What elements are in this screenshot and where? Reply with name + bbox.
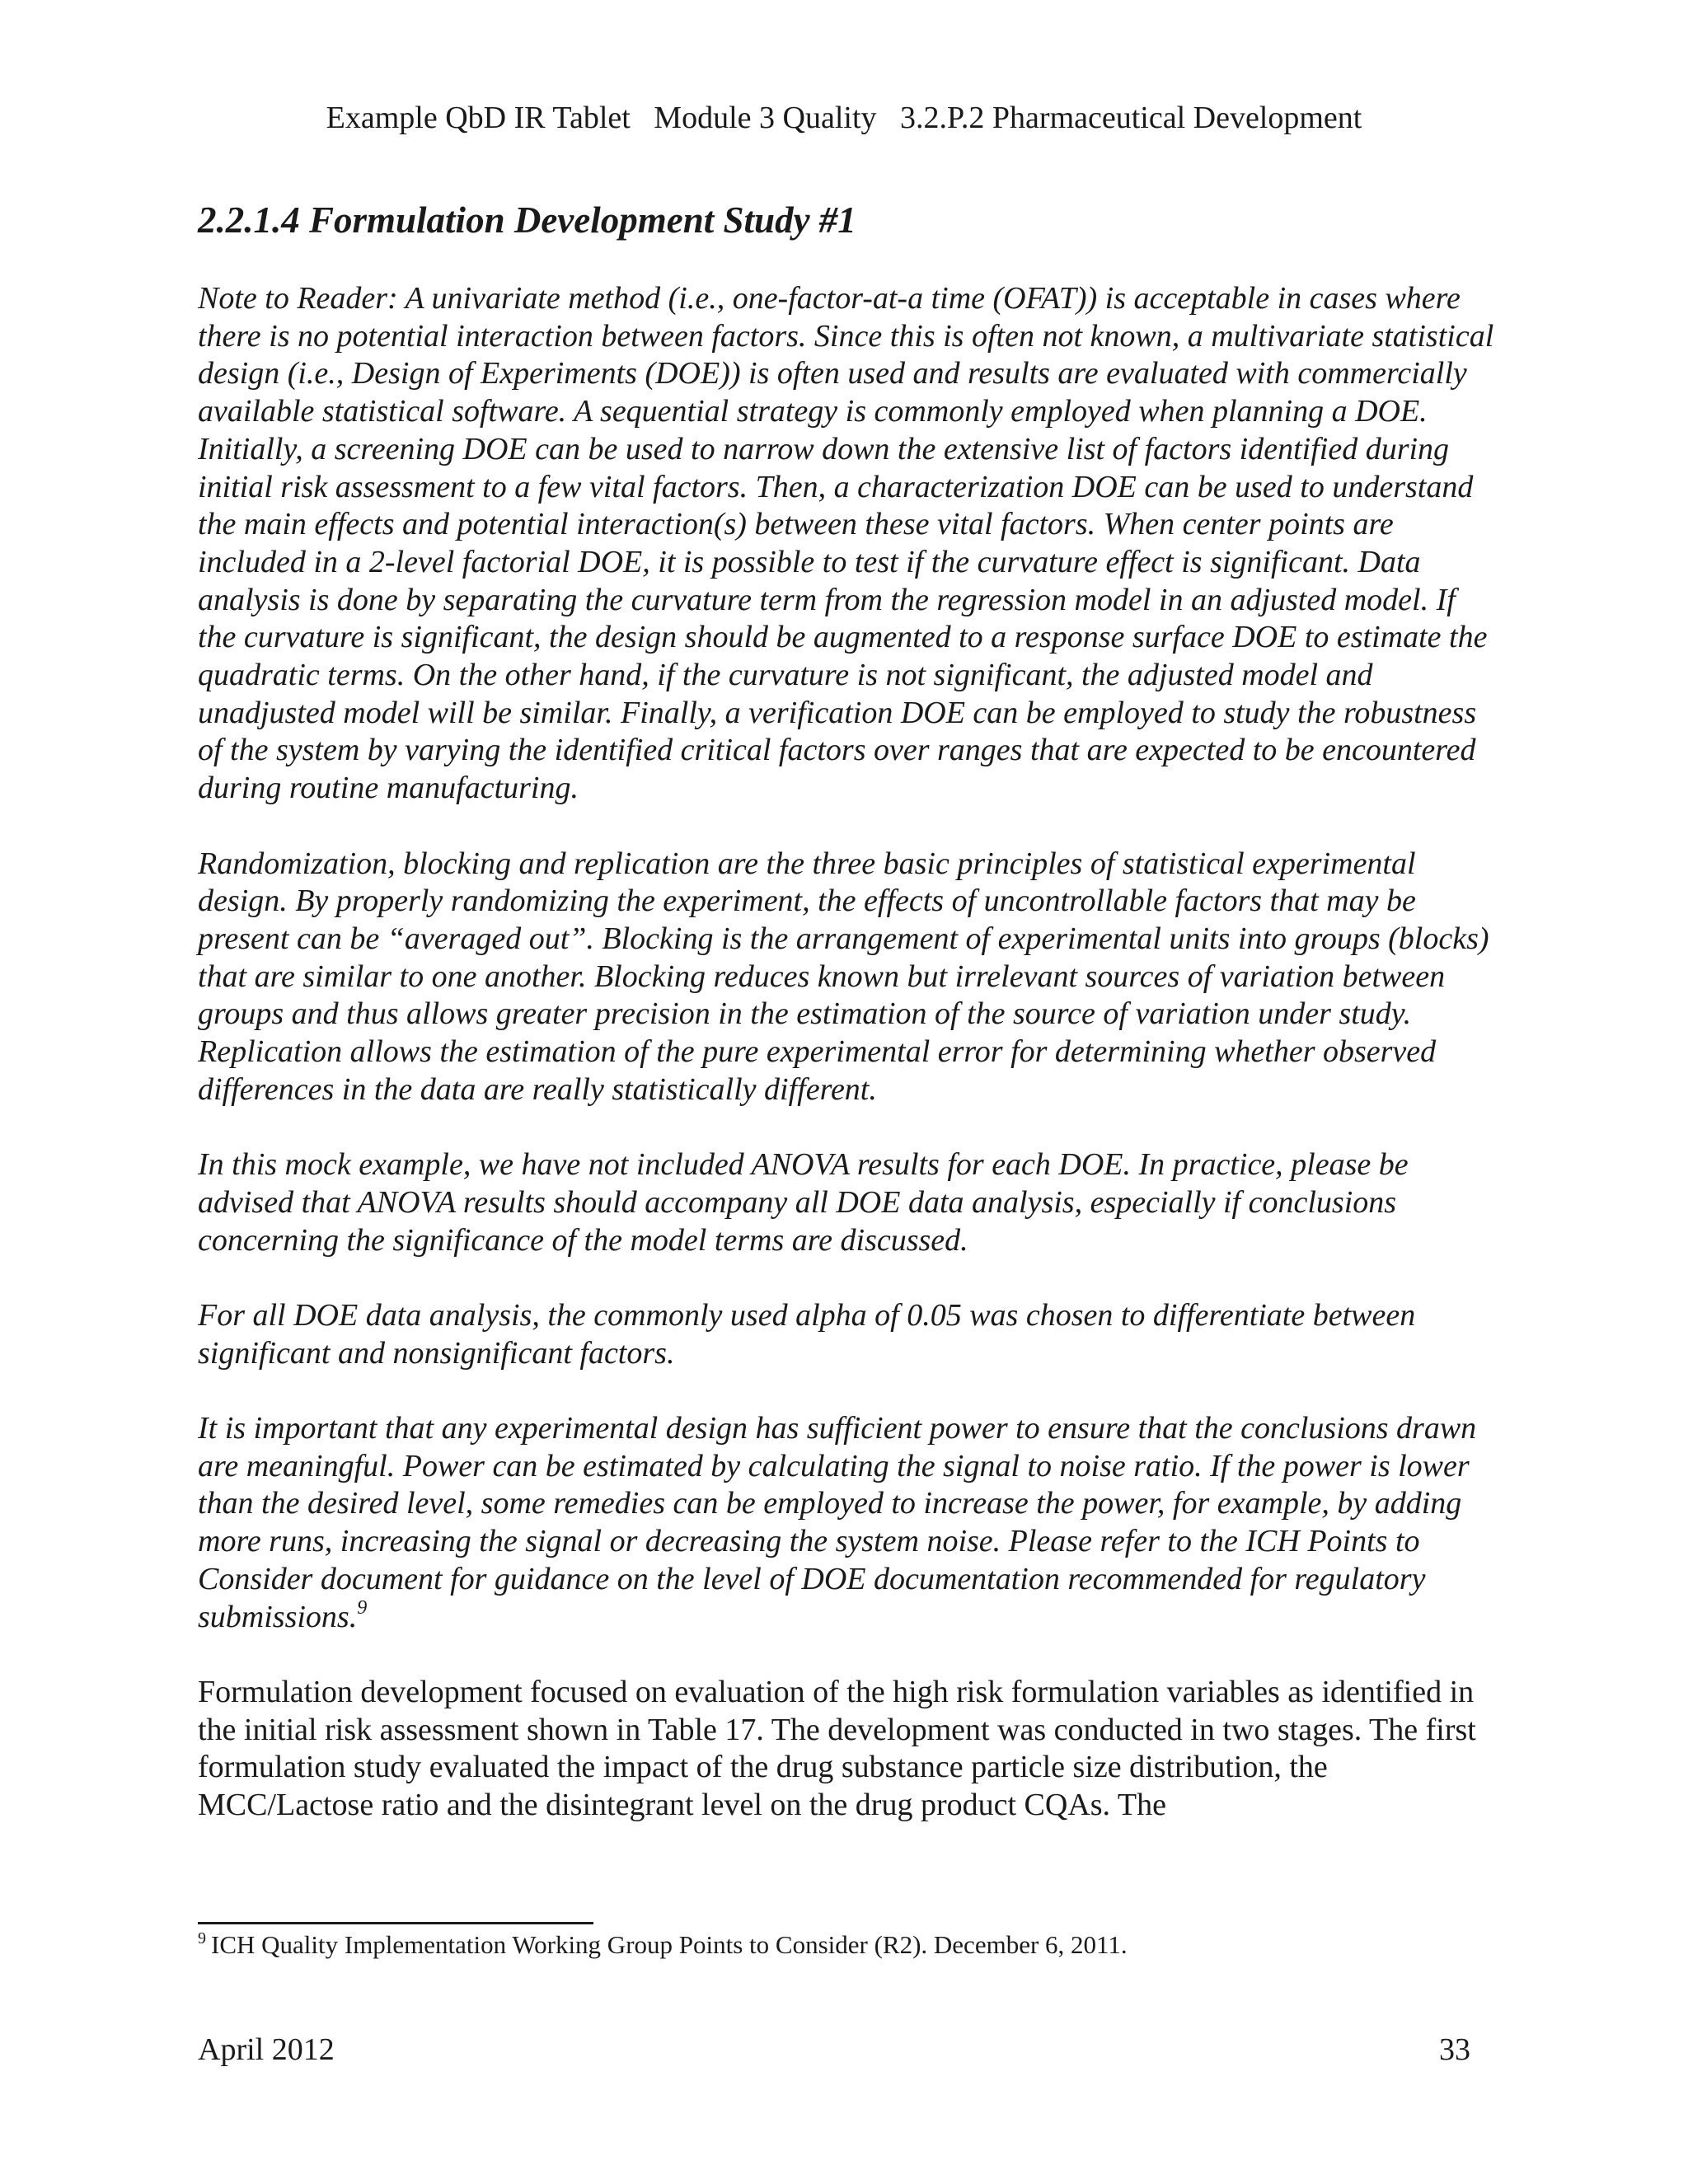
footnote-divider xyxy=(198,1922,593,1924)
note-paragraph-anova: In this mock example, we have not included ANOVA results for each DOE. In practice, please be advised that ANOVA results should accompany all DOE data analysis, especially if conclusions concerning the significance of the model terms are discussed. xyxy=(198,1147,1409,1258)
page-number: 33 xyxy=(1439,2032,1470,2067)
section-heading: 2.2.1.4 Formulation Development Study #1 xyxy=(198,199,856,241)
footnote xyxy=(198,1929,1500,1961)
page-body xyxy=(198,280,1500,1862)
footnote-reference[interactable]: 9 xyxy=(357,1596,368,1619)
note-paragraph-power xyxy=(198,1410,1500,1636)
note-paragraph-randomization: Randomization, blocking and replication are the three basic principles of statistical experimental design. By properly randomizing the experiment, the effects of uncontrollable factors that may be present can be “averaged out”. Blocking is the arrangement of experimental units into groups (blocks) that are similar to one another. Blocking reduces known but irrelevant sources of variation between groups and thus allows greater precision in the estimation of the source of variation under study. Replication allows the estimation of the pure experimental error for determining whether observed differences in the data are really statistically different. xyxy=(198,846,1489,1107)
note-paragraph-power-text: It is important that any experimental design has sufficient power to ensure that the conclusions drawn are meaningful. Power can be estimated by calculating the signal to noise ratio. If the power is lower than the desired level, some remedies can be employed to increase the power, for example, by adding more runs, increasing the signal or decreasing the system noise. Please refer to the ICH Points to Consider document for guidance on the level of DOE documentation recommended for regulatory submissions. xyxy=(198,1411,1477,1634)
note-paragraph-alpha: For all DOE data analysis, the commonly used alpha of 0.05 was chosen to differentiate between significant and nonsignificant factors. xyxy=(198,1297,1416,1371)
running-header: Example QbD IR Tablet Module 3 Quality 3.2.P.2 Pharmaceutical Development xyxy=(326,101,1362,135)
footnote-number: 9 xyxy=(198,1929,206,1947)
body-paragraph-formulation: Formulation development focused on evaluation of the high risk formulation variables as identified in the initial risk assessment shown in Table 17. The development was conducted in two stages. The first formulation study evaluated the impact of the drug substance particle size distribution, the MCC/Lactose ratio and the disintegrant level on the drug product CQAs. The xyxy=(198,1674,1476,1823)
footnote-text: ICH Quality Implementation Working Group Points to Consider (R2). December 6, 2011. xyxy=(211,1930,1128,1959)
footer-date: April 2012 xyxy=(198,2032,335,2067)
note-paragraph-doe-strategy: Note to Reader: A univariate method (i.e., one-factor-at-a time (OFAT)) is acceptable in cases where there is no potential interaction between factors. Since this is often not known, a multivariate statistical design (i.e., Design of Experiments (DOE)) is often used and results are evaluated with commercially available statistical software. A sequential strategy is commonly employed when planning a DOE. Initially, a screening DOE can be used to narrow down the extensive list of factors identified during initial risk assessment to a few vital factors. Then, a characterization DOE can be used to understand the main effects and potential interaction(s) between these vital factors. When center points are included in a 2-level factorial DOE, it is possible to test if the curvature effect is significant. Data analysis is done by separating the curvature term from the regression model in an adjusted model. If the curvature is significant, the design should be augmented to a response surface DOE to estimate the quadratic terms. On the other hand, if the curvature is not significant, the adjusted model and unadjusted model will be similar. Finally, a verification DOE can be employed to study the robustness of the system by varying the identified critical factors over ranges that are expected to be encountered during routine manufacturing. xyxy=(198,281,1494,806)
